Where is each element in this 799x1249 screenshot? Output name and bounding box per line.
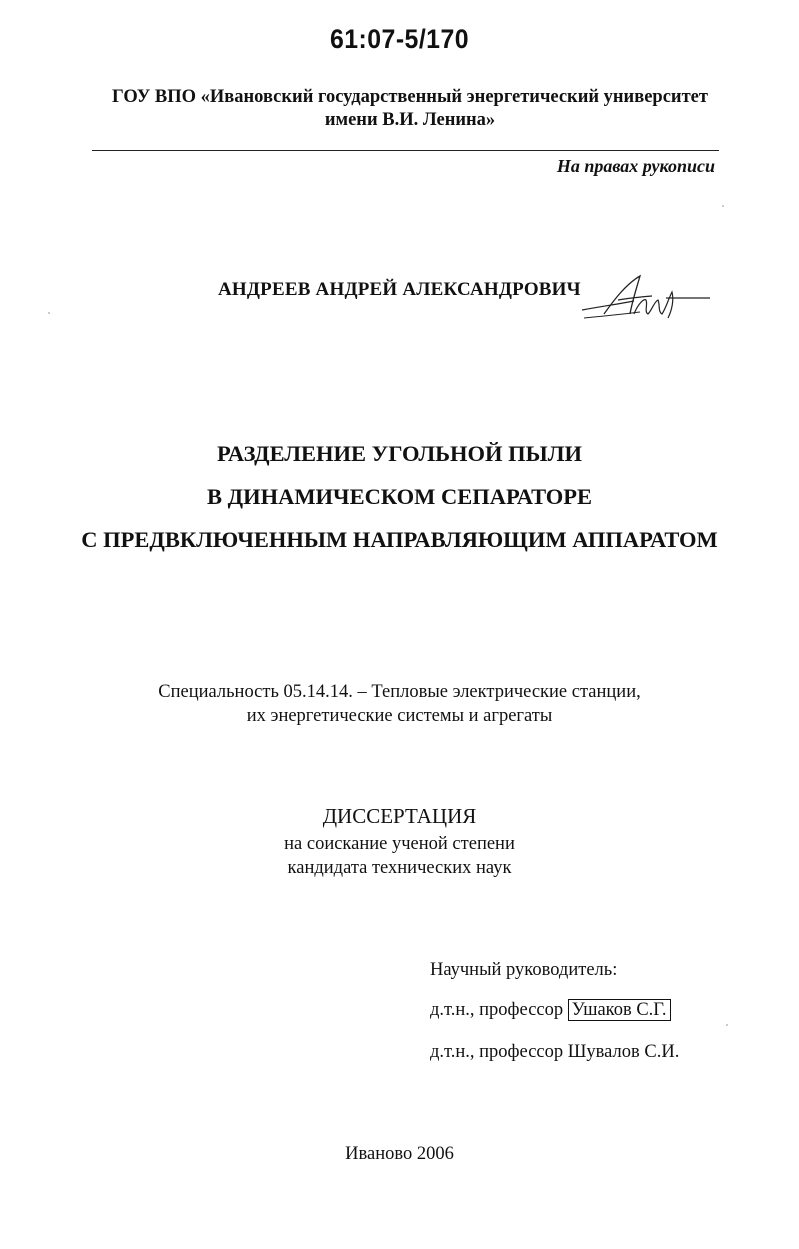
manuscript-note: На правах рукописи (556, 156, 715, 176)
scan-speck (722, 205, 724, 207)
advisor-degree: д.т.н., профессор (430, 1042, 564, 1062)
scan-speck (726, 1024, 728, 1026)
advisor-row (430, 1042, 679, 1063)
author-signature (574, 270, 714, 324)
advisor-heading: Научный руководитель: (430, 960, 618, 980)
advisor-name: Шувалов С.И. (567, 1042, 680, 1062)
dissertation-title (0, 432, 799, 561)
degree-line-1: на соискание ученой степени (284, 834, 515, 854)
specialty-line-2: их энергетические системы и агрегаты (246, 706, 553, 726)
title-line-2: В ДИНАМИЧЕСКОМ СЕПАРАТОРЕ (206, 484, 593, 509)
archive-code: 61:07-5/170 (329, 24, 470, 54)
title-line-3: С ПРЕДВКЛЮЧЕННЫМ НАПРАВЛЯЮЩИМ АППАРАТОМ (81, 527, 718, 552)
header-divider (92, 150, 719, 151)
advisor-name: Ушаков С.Г. (568, 999, 671, 1021)
degree-description (0, 832, 799, 880)
author-name: АНДРЕЕВ АНДРЕЙ АЛЕКСАНДРОВИЧ (218, 279, 581, 300)
specialty (0, 680, 799, 728)
organization-line-1: ГОУ ВПО «Ивановский государственный энергетический университет (112, 87, 708, 107)
advisor-degree: д.т.н., профессор (430, 1000, 564, 1020)
dissertation-heading: ДИССЕРТАЦИЯ (322, 804, 477, 828)
degree-line-2: кандидата технических наук (287, 858, 512, 878)
organization-line-2: имени В.И. Ленина» (324, 110, 496, 130)
specialty-line-1: Специальность 05.14.14. – Тепловые электрические станции, (158, 682, 641, 702)
advisor-row (430, 1000, 671, 1021)
organization-name (70, 86, 750, 132)
title-line-1: РАЗДЕЛЕНИЕ УГОЛЬНОЙ ПЫЛИ (217, 441, 582, 466)
scan-speck (48, 312, 50, 314)
place-year: Иваново 2006 (345, 1144, 454, 1164)
